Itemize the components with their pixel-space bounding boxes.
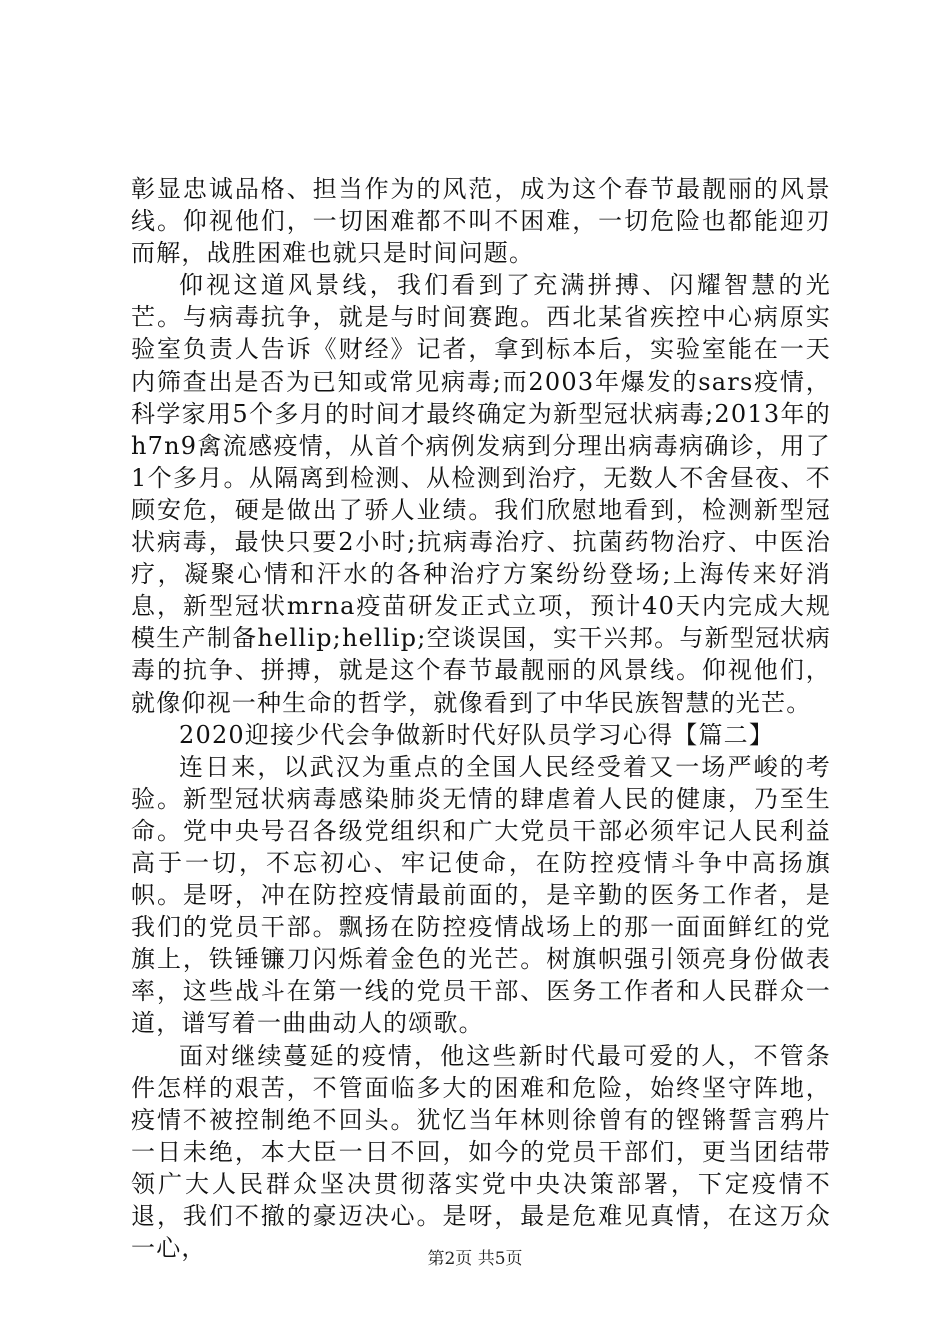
page-footer: 第2页 共5页: [427, 1249, 523, 1269]
paragraph-3: 连日来，以武汉为重点的全国人民经受着又一场严峻的考验。新型冠状病毒感染肺炎无情的肆虐着人民的健康，乃至生命。党中央号召各级党组织和广大党员干部必须牢记人民利益高于一切，不忘初心、牢记使命，在防控疫情斗争中高扬旗帜。是呀，冲在防控疫情最前面的，是辛勤的医务工作者，是我们的党员干部。飘扬在防控疫情战场上的那一面面鲜红的党旗上，铁锤镰刀闪烁着金色的光芒。树旗帜强引领亮身份做表率，这些战斗在第一线的党员干部、医务工作者和人民群众一道，谱写着一曲曲动人的颂歌。: [131, 752, 831, 1038]
paragraph-4: 面对继续蔓延的疫情，他这些新时代最可爱的人，不管条件怎样的艰苦，不管面临多大的困难和危险，始终坚守阵地，疫情不被控制绝不回头。犹忆当年林则徐曾有的铿锵誓言鸦片一日未绝，本大臣一日不回，如今的党员干部们，更当团结带领广大人民群众坚决贯彻落实党中央决策部署，下定疫情不退，我们不撤的豪迈决心。是呀，最是危难见真情，在这万众一心，: [131, 1041, 831, 1263]
section-heading: 2020迎接少代会争做新时代好队员学习心得【篇二】: [179, 720, 775, 749]
document-body: [131, 173, 831, 1264]
paragraph-1: 彰显忠诚品格、担当作为的风范，成为这个春节最靓丽的风景线。仰视他们，一切困难都不叫不困难，一切危险也都能迎刃而解，战胜困难也就只是时间问题。: [131, 175, 831, 268]
paragraph-2: 仰视这道风景线，我们看到了充满拼搏、闪耀智慧的光芒。与病毒抗争，就是与时间赛跑。西北某省疾控中心病原实验室负责人告诉《财经》记者，拿到标本后，实验室能在一天内筛查出是否为已知或常见病毒;而2003年爆发的sars疫情，科学家用5个多月的时间才最终确定为新型冠状病毒;2013年的h7n9禽流感疫情，从首个病例发病到分理出病毒病确诊，用了1个多月。从隔离到检测、从检测到治疗，无数人不舍昼夜、不顾安危，硬是做出了骄人业绩。我们欣慰地看到，检测新型冠状病毒，最快只要2小时;抗病毒治疗、抗菌药物治疗、中医治疗，凝聚心情和汗水的各种治疗方案纷纷登场;上海传来好消息，新型冠状mrna疫苗研发正式立项，预计40天内完成大规模生产制备hellip;hellip;空谈误国，实干兴邦。与新型冠状病毒的抗争、拼搏，就是这个春节最靓丽的风景线。仰视他们，就像仰视一种生命的哲学，就像看到了中华民族智慧的光芒。: [131, 271, 831, 717]
